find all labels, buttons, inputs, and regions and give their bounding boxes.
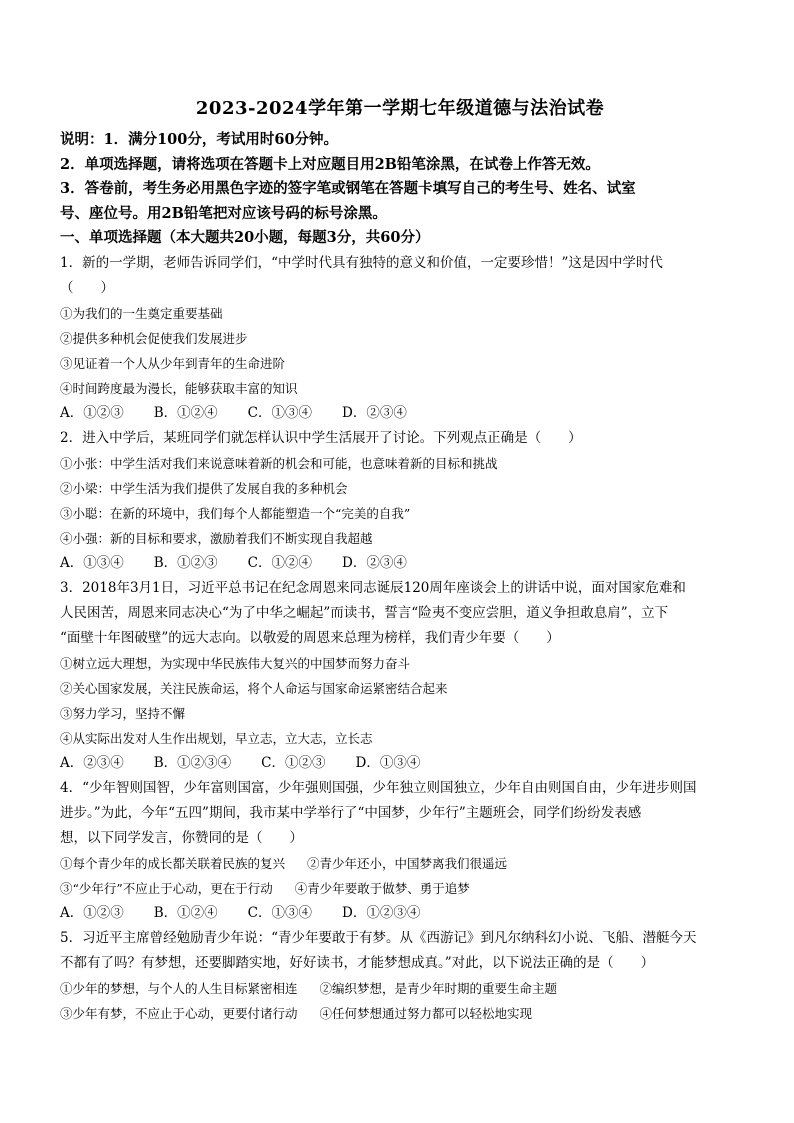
instruction-line: 号、座位号。用2B铅笔把对应该号码的标号涂黑。 <box>60 204 387 222</box>
question-stem: 3．2018年3月1日，习近平总书记在纪念周恩来同志诞辰120周年座谈会上的讲话中说，面对国家危难和 <box>60 579 686 596</box>
option-statement: ④小强：新的目标和要求，激励着我们不断实现自我超越 <box>60 530 373 546</box>
option-pair <box>60 876 740 901</box>
option-statement: ②小梁：中学生活为我们提供了发展自我的多种机会 <box>60 480 348 496</box>
option-statement: ③努力学习，坚持不懈 <box>60 705 186 721</box>
choice-a: A．①③④ <box>60 554 124 571</box>
instruction-line: 说明：1．满分100分，考试用时60分钟。 <box>60 131 339 148</box>
option-statement: ④从实际出发对人生作出规划，早立志，立大志，立长志 <box>60 730 373 746</box>
option-statement: ④青少年要敢于做梦、勇于追梦 <box>294 880 470 896</box>
choice-b: B．①②④ <box>153 404 218 421</box>
option-statement: ①每个青少年的成长都关联着民族的复兴 <box>60 855 286 871</box>
option-statement: ③少年有梦，不应止于心动，更要付诸行动 <box>60 1005 298 1021</box>
question-stem: 不都有了吗？有梦想，还要脚踏实地，好好读书，才能梦想成真。”对此，以下说法正确的是（ ） <box>60 954 655 971</box>
answer-choices <box>60 551 740 576</box>
question-2 <box>60 426 740 576</box>
option-statement: ②青少年还小，中国梦离我们很遥远 <box>307 855 508 871</box>
question-stem: （ ） <box>60 279 114 296</box>
answer-choices <box>60 401 740 426</box>
option-statement: ③见证着一个人从少年到青年的生命进阶 <box>60 355 286 371</box>
option-statement: ①为我们的一生奠定重要基础 <box>60 305 223 321</box>
option-pair <box>60 976 740 1001</box>
question-4 <box>60 776 740 926</box>
question-3 <box>60 576 740 776</box>
instruction-line: 3．答卷前，考生务必用黑色字迹的签字笔或钢笔在答题卡填写自己的考生号、姓名、试室 <box>60 180 636 197</box>
option-statement: ③小聪：在新的环境中，我们每个人都能塑造一个“完美的自我” <box>60 505 411 521</box>
question-stem: 想，以下同学发言，你赞同的是（ ） <box>60 829 303 846</box>
answer-choices <box>60 751 740 776</box>
choice-d: D．②③④ <box>342 554 407 571</box>
option-statement: ②提供多种机会促使我们发展进步 <box>60 330 248 346</box>
section-title: 一、单项选择题（本大题共20小题，每题3分，共60分） <box>60 229 430 246</box>
choice-b: B．①②④ <box>153 904 218 921</box>
choice-d: D．①②③④ <box>342 904 421 921</box>
choice-a: A．②③④ <box>60 754 124 771</box>
question-stem: “面壁十年图破壁”的远大志向。以敬爱的周恩来总理为榜样，我们青少年要（ ） <box>60 629 560 646</box>
choice-b: B．①②③④ <box>153 754 232 771</box>
choice-a: A．①②③ <box>60 904 124 921</box>
option-statement: ④任何梦想通过努力都可以轻松地实现 <box>319 1005 533 1021</box>
question-stem: 2．进入中学后，某班同学们就怎样认识中学生活展开了讨论。下列观点正确是（ ） <box>60 429 582 446</box>
choice-d: D．①③④ <box>355 754 421 771</box>
choice-d: D．②③④ <box>342 404 407 421</box>
question-stem: 进步。”为此，今年“五四”期间，我市某中学举行了“中国梦，少年行”主题班会，同学们纷纷发表感 <box>60 804 642 821</box>
option-statement: ④时间跨度最为漫长，能够获取丰富的知识 <box>60 380 298 396</box>
question-stem: 人民困苦，周恩来同志决心“为了中华之崛起”而读书，誓言“险夷不变应尝胆，道义争担敢息肩”，立下 <box>60 604 669 621</box>
option-statement: ①少年的梦想，与个人的人生目标紧密相连 <box>60 980 298 996</box>
choice-c: C．①②④ <box>247 554 313 571</box>
option-statement: ①树立远大理想，为实现中华民族伟大复兴的中国梦而努力奋斗 <box>60 655 411 671</box>
option-statement: ②编织梦想，是青少年时期的重要生命主题 <box>319 980 558 996</box>
choice-a: A．①②③ <box>60 404 124 421</box>
answer-choices <box>60 901 740 926</box>
question-stem: 4．“少年智则国智，少年富则国富，少年强则国强，少年独立则国独立，少年自由则国自由，少年进步则国 <box>60 779 697 796</box>
question-5 <box>60 926 740 1026</box>
instruction-line: 2．单项选择题，请将选项在答题卡上对应题目用2B铅笔涂黑，在试卷上作答无效。 <box>60 155 600 173</box>
choice-c: C．①③④ <box>247 904 313 921</box>
instructions <box>60 128 740 226</box>
choice-c: C．①③④ <box>247 404 313 421</box>
option-pair <box>60 851 740 876</box>
question-stem: 1．新的一学期，老师告诉同学们，“中学时代具有独特的意义和价值，一定要珍惜！”这是因中学时代 <box>60 254 663 271</box>
option-pair <box>60 1001 740 1026</box>
question-stem: 5．习近平主席曾经勉励青少年说：“青少年要敢于有梦。从《西游记》到凡尔纳科幻小说、飞船、潜艇今天 <box>60 929 697 946</box>
question-1 <box>60 251 740 426</box>
exam-title: 2023-2024学年第一学期七年级道德与法治试卷 <box>195 98 605 119</box>
choice-b: B．①②③ <box>153 554 218 571</box>
exam-page <box>60 96 740 1026</box>
option-statement: ①小张：中学生活对我们来说意味着新的机会和可能，也意味着新的目标和挑战 <box>60 455 498 471</box>
option-statement: ③“少年行”不应止于心动，更在于行动 <box>60 880 273 896</box>
option-statement: ②关心国家发展，关注民族命运，将个人命运与国家命运紧密结合起来 <box>60 680 448 696</box>
choice-c: C．①②③ <box>261 754 326 771</box>
